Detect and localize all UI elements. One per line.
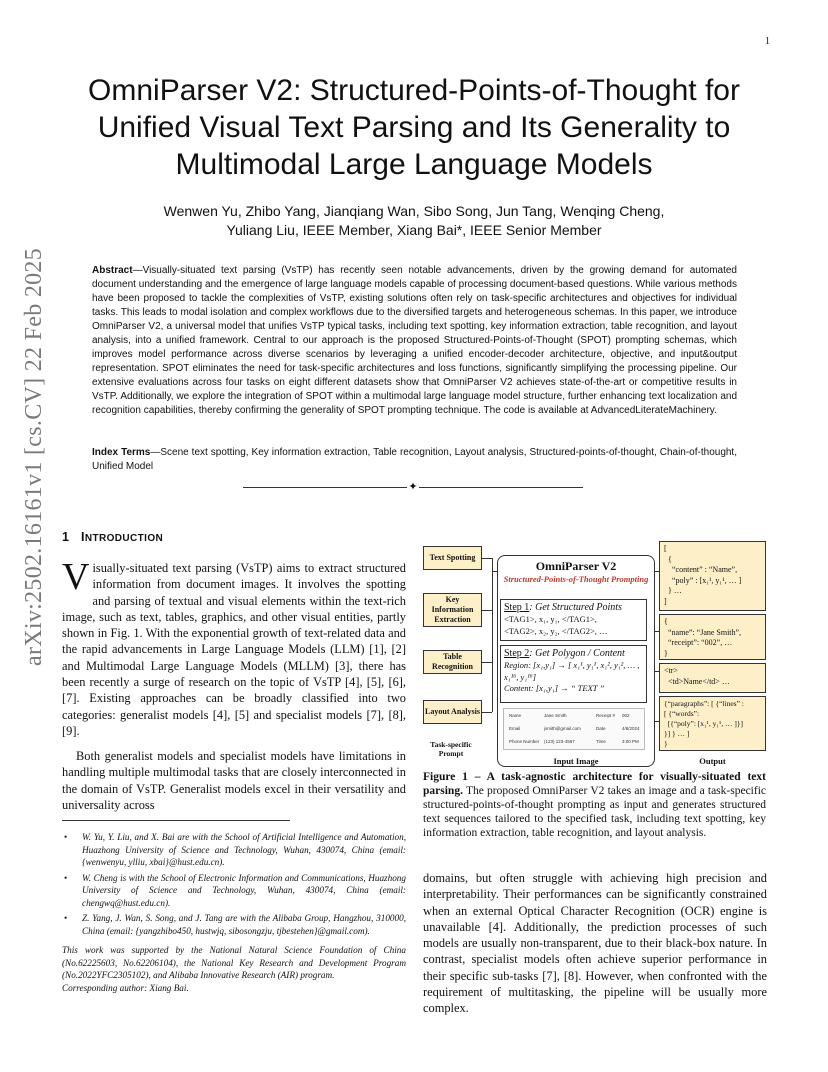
output-text-spotting: [ { “content” : “Name”, “poly” : [x₁¹, y₁¹, … ] } … ]	[659, 541, 766, 611]
section-heading	[62, 530, 412, 544]
step-1-label: Step 1	[504, 602, 530, 613]
receipt-cell: 4/8/2024	[622, 726, 640, 731]
receipt-cell: 3:00 PM	[622, 739, 639, 744]
step-1-heading	[504, 602, 643, 614]
page-number: 1	[765, 36, 770, 47]
section-initial: I	[80, 530, 85, 544]
section-title-rest: NTRODUCTION	[84, 533, 164, 544]
output-label: Output	[699, 756, 726, 766]
footnote-text: Z. Yang, J. Wan, S. Song, and J. Tang are with the Alibaba Group, Hangzhou, 310000, China (email: {yangzhibo450, hustwjq, sibosongzju, tjbestehen}@gmail.com).	[82, 913, 406, 936]
abstract	[92, 264, 737, 418]
receipt-cell: Email	[509, 726, 521, 731]
receipt-cell: Time	[596, 739, 606, 744]
receipt-cell: jsmith@gmail.com	[544, 726, 581, 731]
footnote-text: W. Cheng is with the School of Electronic Information and Communications, Huazhong University of Science and Technology, Wuhan, 430074, China (email: chengwq@hust.edu.cn).	[82, 872, 406, 908]
footnotes	[62, 831, 406, 994]
step-1-line-2: <TAG2>, x₂, y₂, </TAG2>, …	[504, 625, 608, 636]
task-tag-key-information-extraction: Key Information Extraction	[423, 593, 482, 627]
step-2-title: : Get Polygon / Content	[529, 648, 625, 659]
authors-line-1: Wenwen Yu, Zhibo Yang, Jianqiang Wan, Sibo Song, Jun Tang, Wenqing Cheng,	[163, 203, 665, 219]
index-terms	[92, 446, 737, 474]
arxiv-stamp: arXiv:2502.16161v1 [cs.CV] 22 Feb 2025	[21, 247, 47, 666]
step-2-line-2: Content: [x₁,y₁] → “ TEXT ”	[504, 683, 605, 693]
input-image	[503, 708, 645, 750]
corresponding-author: Corresponding author: Xiang Bai.	[62, 982, 189, 993]
input-image-label: Input Image	[553, 756, 599, 766]
bullet-icon: •	[64, 832, 68, 842]
index-terms-text: —Scene text spotting, Key information extraction, Table recognition, Layout analysis, Structured-points-of-thought, Chain-of-thought, Unified Model	[92, 447, 737, 472]
model-title: OmniParser V2	[535, 559, 617, 573]
arrow-line	[492, 558, 493, 712]
arrow-line	[482, 558, 492, 559]
intro-paragraph-1-text: isually-situated text parsing (VsTP) aims to extract structured information from document images. It involves the spotting and parsing of textual and visual elements within the text-rich image, such as text, tables, graphics, and other visual entities, partly shown in Fig. 1. With the exponential growth of text-related data and the rapid advancements in Large Language Models (LLM) [1], [2] and Multimodal Large Language Models (MLLM) [3], there has been recently a surge of research on the topic of VsTP [4], [5], [6], [7]. Existing approaches can be broadly classified into two categories: generalist models [4], [5] and specialist models [7], [8], [9].	[62, 561, 406, 738]
footnote-text: W. Yu, Y. Liu, and X. Bai are with the School of Artificial Intelligence and Automation, Huazhong University of Science and Technology, Wuhan, 430074, China (email: {wenwenyu, ylliu, xbai}@hust.edu.cn).	[82, 832, 406, 867]
output-layout: {“paragraphs”: [ {“lines” : [ {“words”: [{“poly”: [x₁¹, y₁¹, … ]}] }] } … ] }	[659, 696, 766, 751]
task-prompt-label: Task-specific Prompt	[430, 740, 472, 758]
right-column-paragraph: domains, but often struggle with achieving high precision and interpretability. Their performances can be significantly constrained when an external Optical Character Recognition (OCR) engine is unavailable [4]. Additionally, the prediction processes of such models are usually non-transparent, due to their black-box nature. In contrast, specialist models often achieve superior performance in their specific sub-tasks [7], [8]. However, when confronted with the requirement of multitasking, the pipeline will be usually more complex.	[423, 871, 767, 1016]
receipt-cell: (123) 123-4567	[544, 739, 575, 744]
paper-title: OmniParser V2: Structured-Points-of-Thought for Unified Visual Text Parsing and Its Generality to Multimodal Large Language Models	[88, 74, 740, 181]
step-2-heading	[504, 648, 643, 660]
figure-caption	[423, 770, 766, 840]
figure-caption-text: The proposed OmniParser V2 takes an image and a task-specific structured-points-of-thought prompting as input and generates structured text sequences tailored to the specified task, including text spotting, key information extraction, table recognition, and layout analysis.	[423, 785, 766, 839]
receipt-cell: Phone Number	[509, 739, 540, 744]
receipt-cell: Date	[596, 726, 606, 731]
drop-cap: V	[62, 556, 90, 598]
step-2-box	[500, 645, 647, 703]
intro-paragraph-2: Both generalist models and specialist models have limitations in handling multiple multimodal tasks that are closely interconnected in the domain of VsTP. Generalist models excel in their versatility and universality across	[62, 749, 406, 812]
figure-1	[423, 541, 766, 768]
task-tag-layout-analysis: Layout Analysis	[423, 700, 482, 724]
output-table: <tr> <td>Name</td> …	[659, 663, 766, 693]
receipt-cell: Name	[509, 713, 522, 718]
footnote-rule	[62, 820, 290, 821]
step-1-box	[500, 599, 647, 641]
step-1-line-1: <TAG1>, x₁, y₁, </TAG1>,	[504, 614, 597, 624]
section-number: 1	[62, 530, 70, 544]
model-subtitle: Structured-Points-of-Thought Prompting	[503, 574, 649, 584]
arrow-line	[482, 712, 492, 713]
funding-note: This work was supported by the National Natural Science Foundation of China (No.62225603, No.62206104), the National Key Research and Development Program (No.2022YFC2305102), and Alibaba Innovative Research (AIR) program.	[62, 945, 406, 980]
arrow-line	[482, 610, 492, 611]
authors-line-2: Yuliang Liu, IEEE Member, Xiang Bai*, IEEE Senior Member	[226, 222, 602, 238]
divider-diamond-icon: ✦	[408, 481, 418, 493]
figure-caption-label: Figure 1 – A task-agnostic architecture for visually-situated text parsing.	[423, 771, 766, 797]
footnote-item	[62, 872, 406, 910]
task-tag-table-recognition: Table Recognition	[423, 650, 482, 674]
abstract-label: Abstract	[92, 265, 133, 276]
bullet-icon: •	[64, 872, 68, 883]
step-2-line-1: Region: [x₁,y₁] → [ x₁¹, y₁¹, x₁², y₁², … , x₁¹⁶, y₁¹⁶]	[504, 660, 640, 682]
step-2-label: Step 2	[504, 648, 530, 659]
abstract-text: —Visually-situated text parsing (VsTP) has recently seen notable advancements, driven by the growing demand for automated document understanding and the emergence of large language models capable of processing document-based questions. While various methods have been proposed to tackle the complexities of VsTP, existing solutions often rely on task-specific architectures and objectives for individual tasks. This leads to modal isolation and complex workflows due to the diversified targets and heterogeneous schemas. In this paper, we introduce OmniParser V2, a universal model that unifies VsTP typical tasks, including text spotting, key information extraction, table recognition, and layout analysis, into a unified framework. Central to our approach is the proposed Structured-Points-of-Thought (SPOT) prompting schemas, which improves model performance across diverse scenarios by leveraging a unified encoder-decoder architecture, objective, and input&output representation. SPOT eliminates the need for task-specific architectures and loss functions, significantly simplifying the processing pipeline. Our extensive evaluations across four tasks on eight different datasets show that OmniParser V2 achieves state-of-the-art or competitive results in VsTP. Additionally, we explore the integration of SPOT within a multimodal large language model structure, further enhancing text localization and recognition capabilities, thereby confirming the generality of SPOT prompting technique. The code is available at AdvancedLiterateMachinery.	[92, 265, 737, 416]
arrow-line	[482, 662, 492, 663]
receipt-cell: 002	[622, 713, 630, 718]
output-key-information: { “name”: “Jane Smith”, “receipt”: “002”, … }	[659, 614, 766, 660]
receipt-cell: Jane Smith	[544, 713, 567, 718]
bullet-icon: •	[64, 913, 68, 923]
task-tag-text-spotting: Text Spotting	[423, 546, 482, 570]
footnote-item	[62, 912, 406, 937]
step-1-title: : Get Structured Points	[529, 602, 622, 613]
intro-paragraph-1	[62, 556, 406, 739]
authors	[60, 202, 768, 240]
index-terms-label: Index Terms	[92, 447, 151, 458]
footnote-item	[62, 831, 406, 869]
receipt-cell: Receipt #	[596, 713, 616, 718]
